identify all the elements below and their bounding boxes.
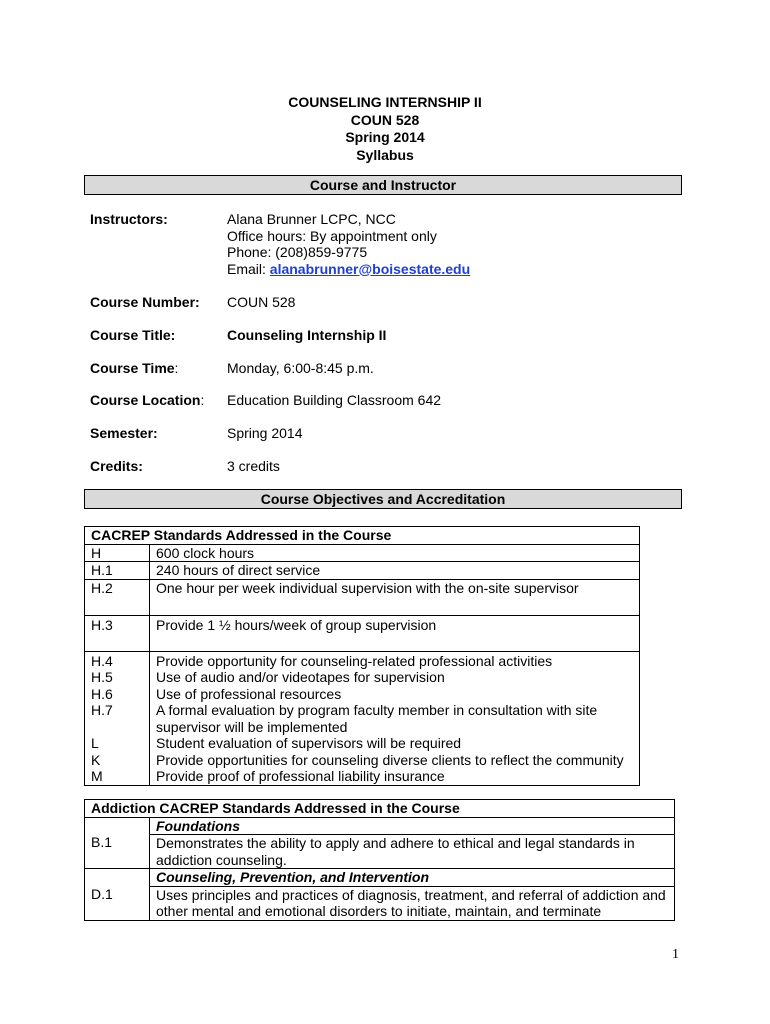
standard-text: Uses principles and practices of diagnosis, treatment, and referral of addiction and other mental and emotional disorders to initiate, maintain, and terminate bbox=[150, 886, 675, 920]
course-info-value: COUN 528 bbox=[227, 294, 296, 310]
standard-codes-group: H.4 H.5 H.6 H.7 L K M bbox=[85, 651, 150, 785]
table-row bbox=[85, 615, 640, 651]
table-row bbox=[85, 869, 675, 887]
course-info-value: Counseling Internship II bbox=[227, 327, 387, 343]
email-line bbox=[227, 261, 470, 278]
addiction-table-title: Addiction CACREP Standards Addressed in the Course bbox=[85, 800, 675, 818]
standard-code: B.1 bbox=[85, 817, 150, 869]
course-info-value: Education Building Classroom 642 bbox=[227, 392, 442, 408]
subsection-counseling: Counseling, Prevention, and Intervention bbox=[150, 869, 675, 887]
section-header-course-instructor: Course and Instructor bbox=[84, 175, 682, 195]
email-link[interactable]: alanabrunner@boisestate.edu bbox=[269, 260, 471, 277]
standard-texts-group: Provide opportunity for counseling-related professional activities Use of audio and/or videotapes for supervision Use of professional resources A formal evaluation by program faculty member in consultation with site supervisor will be implemented Student evaluation of supervisors will be required Provide opportunities for counseling diverse clients to reflect the community Provide proof of professional liability insurance bbox=[150, 651, 640, 785]
email-label: Email: bbox=[227, 260, 270, 277]
title-line-code: COUN 528 bbox=[350, 111, 420, 128]
standard-text: One hour per week individual supervision with the on-site supervisor bbox=[150, 579, 640, 615]
course-info-value: Spring 2014 bbox=[227, 425, 303, 441]
standard-text: 240 hours of direct service bbox=[150, 562, 640, 580]
title-line-term: Spring 2014 bbox=[345, 129, 425, 145]
cacrep-standards-table bbox=[84, 526, 640, 786]
standard-code: D.1 bbox=[85, 869, 150, 921]
table-row bbox=[85, 886, 675, 920]
standard-code: H.2 bbox=[85, 579, 150, 615]
course-info-value: Monday, 6:00-8:45 p.m. bbox=[227, 360, 374, 376]
table-row bbox=[85, 562, 640, 580]
standard-text: Demonstrates the ability to apply and adhere to ethical and legal standards in addiction counseling. bbox=[150, 835, 675, 869]
table-row bbox=[85, 817, 675, 835]
course-info-label: Course Time: bbox=[90, 360, 179, 376]
standard-code: H.3 bbox=[85, 615, 150, 651]
course-info-label: Course Number: bbox=[90, 294, 200, 310]
document-title bbox=[0, 94, 770, 164]
course-info-label: Course Title: bbox=[90, 327, 176, 343]
instructor-name: Alana Brunner LCPC, NCC bbox=[227, 211, 396, 227]
subsection-foundations: Foundations bbox=[150, 817, 675, 835]
standard-code: H bbox=[85, 544, 150, 562]
course-info-label: Credits: bbox=[90, 458, 143, 474]
cacrep-table-title: CACREP Standards Addressed in the Course bbox=[85, 527, 640, 545]
addiction-standards-table bbox=[84, 799, 675, 921]
standard-text: Provide 1 ½ hours/week of group supervision bbox=[150, 615, 640, 651]
title-line-syllabus: Syllabus bbox=[356, 146, 414, 163]
course-info-label: Semester: bbox=[90, 425, 158, 441]
standard-text: 600 clock hours bbox=[150, 544, 640, 562]
title-line-course: COUNSELING INTERNSHIP II bbox=[288, 94, 482, 110]
section-header-objectives: Course Objectives and Accreditation bbox=[84, 489, 682, 509]
table-row bbox=[85, 835, 675, 869]
page-number: 1 bbox=[672, 947, 679, 962]
table-row-group bbox=[85, 651, 640, 785]
office-hours: Office hours: By appointment only bbox=[227, 227, 437, 244]
course-info-value: 3 credits bbox=[227, 458, 280, 474]
table-row bbox=[85, 544, 640, 562]
standard-code: H.1 bbox=[85, 562, 150, 580]
phone: Phone: (208)859-9775 bbox=[227, 244, 368, 260]
course-info-label: Course Location: bbox=[90, 392, 205, 408]
table-row bbox=[85, 579, 640, 615]
instructors-label: Instructors: bbox=[90, 211, 168, 227]
